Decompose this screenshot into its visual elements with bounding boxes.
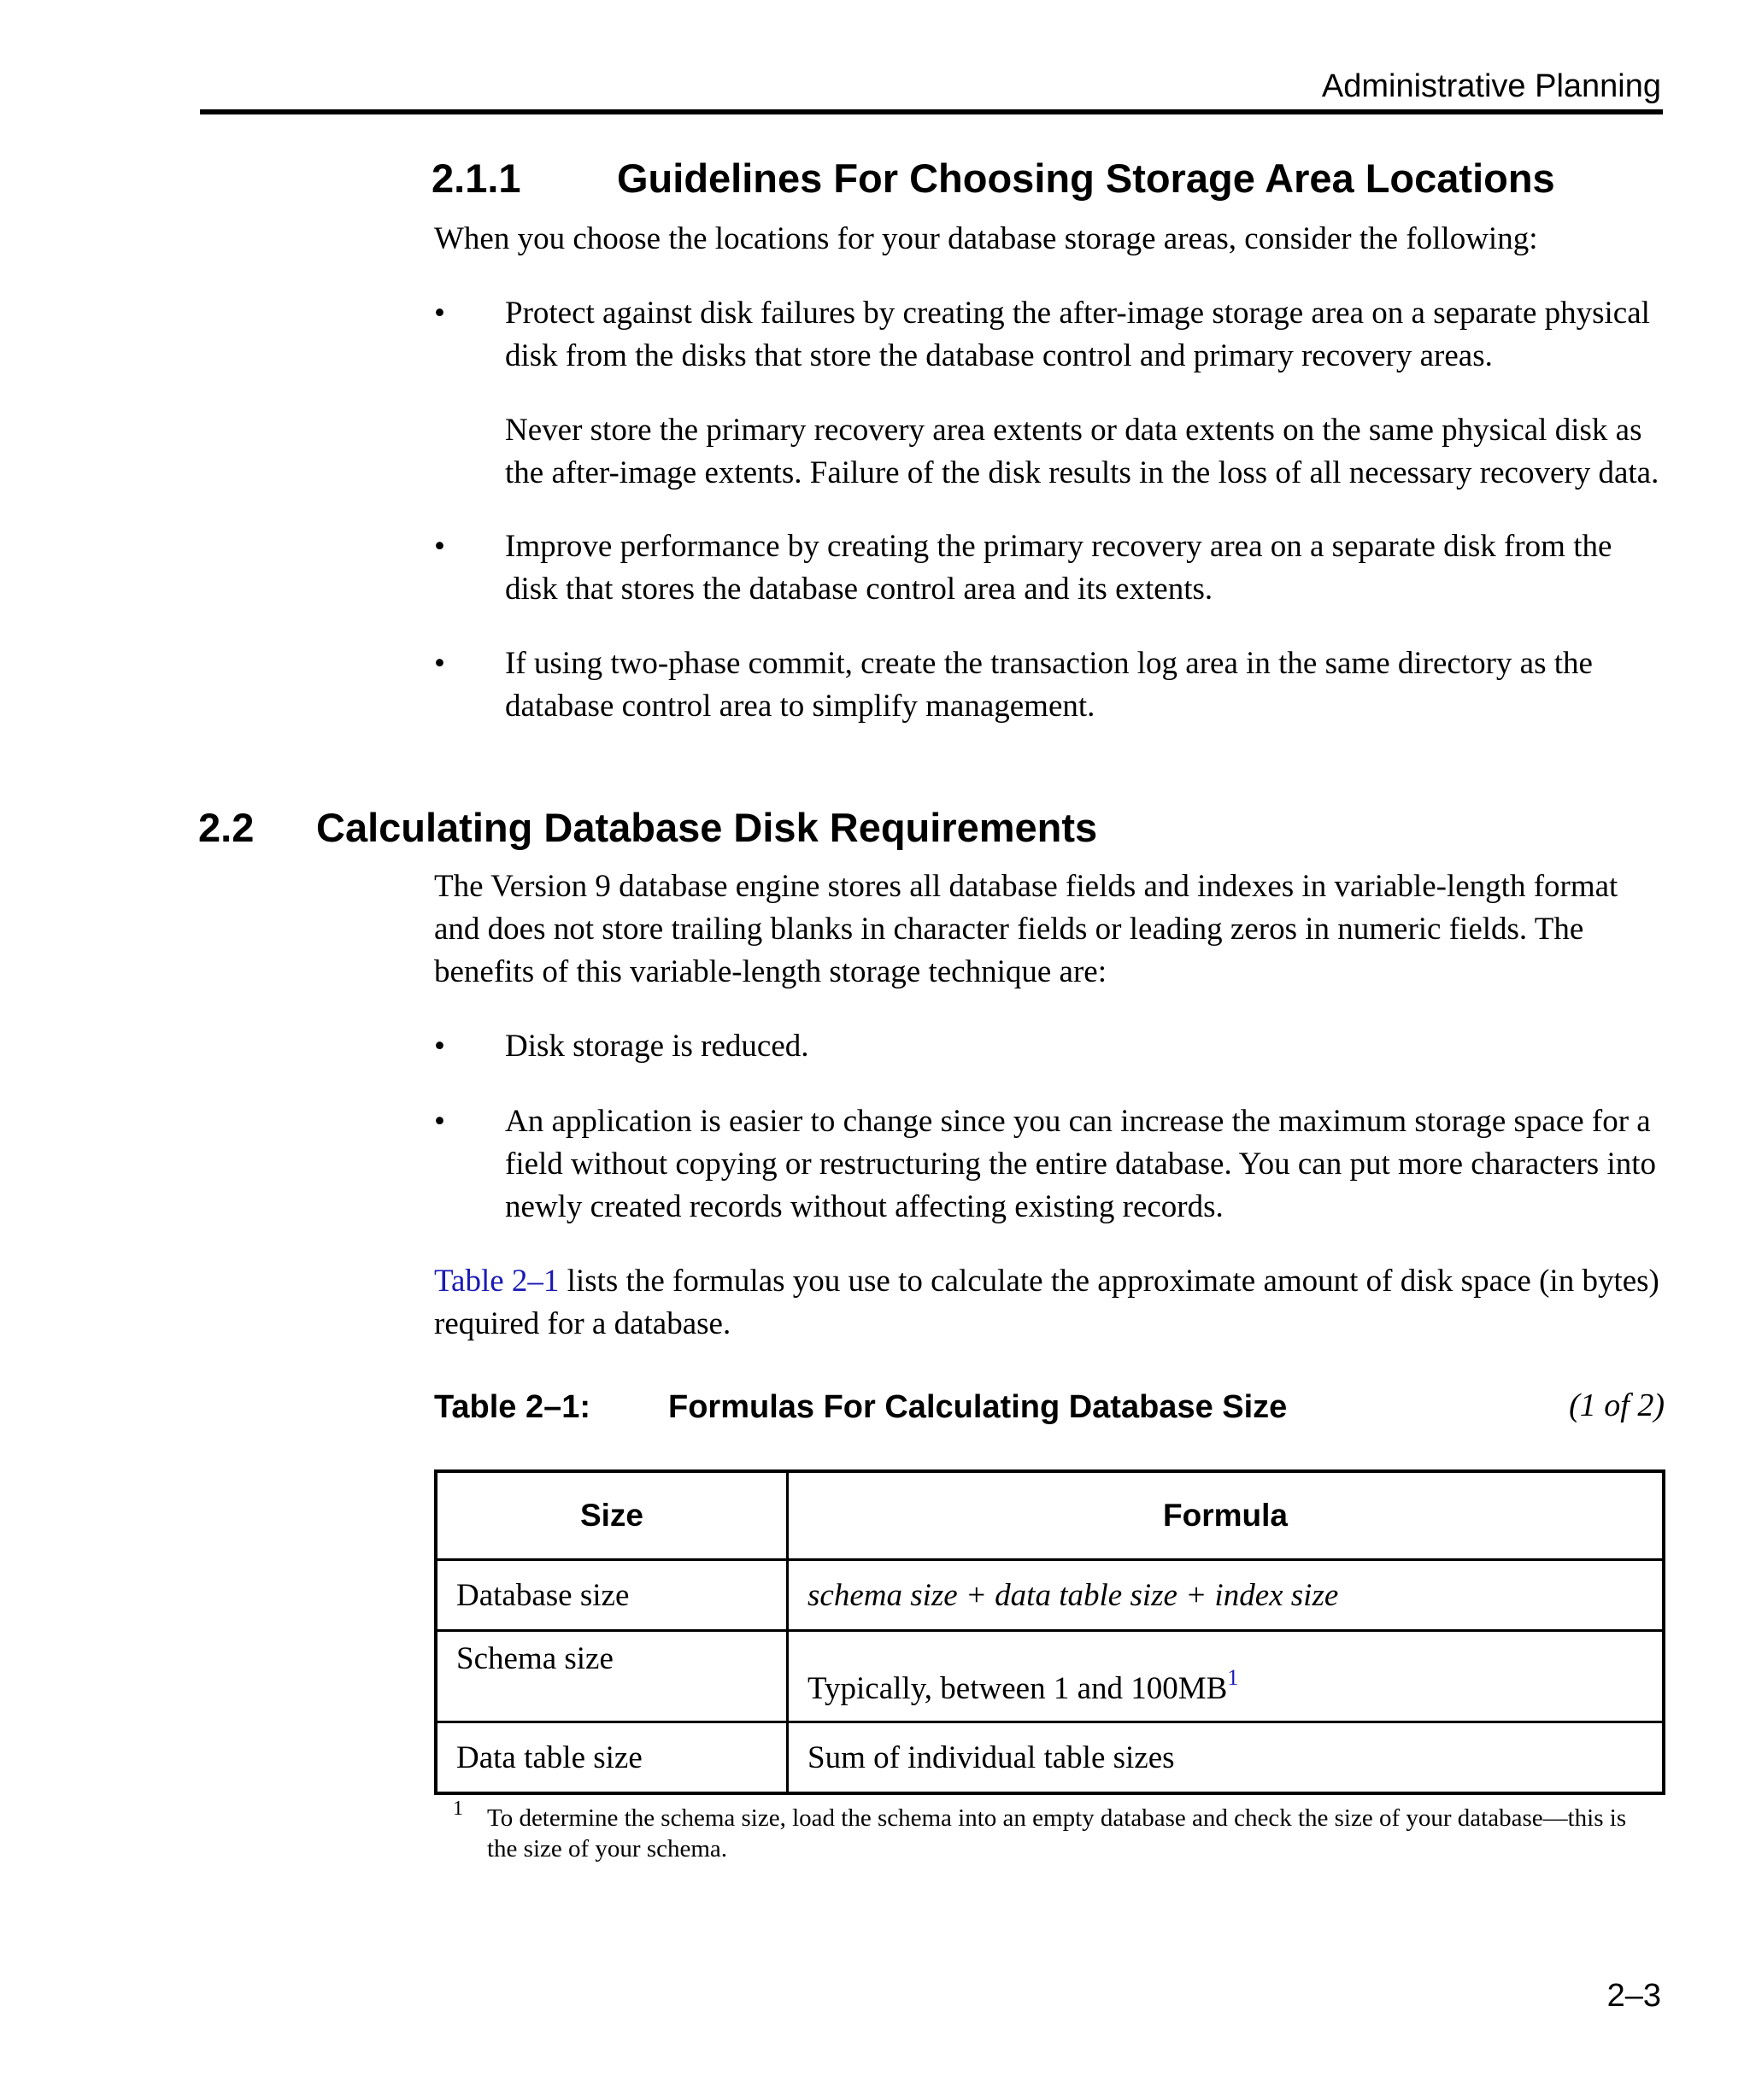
section-22-bullet-2: An application is easier to change since you can increase the maximum storage space for a field without copying or restructuring the entire database. You can put more characters into newly created records without affecting existing records. [505,1104,1657,1224]
bullet-marker: • [434,1029,445,1064]
section-211-bullet-1: Protect against disk failures by creating the after-image storage area on a separate physical disk from the disks that store the database control and primary recovery areas. [505,296,1650,373]
cell-formula-text: Typically, between 1 and 100MB [807,1671,1228,1706]
table-2-1-link[interactable]: Table 2–1 [434,1264,560,1299]
cell-size: Database size [436,1560,788,1631]
cell-size: Schema size [436,1631,788,1722]
section-211-title: Guidelines For Choosing Storage Area Locations [617,155,1555,201]
table-row [436,1631,1664,1722]
section-211-bullet-3: If using two-phase commit, create the transaction log area in the same directory as the database control area to simplify management. [505,646,1593,724]
cell-size: Data table size [436,1722,788,1794]
page-number: 2–3 [1606,1978,1661,2014]
section-211-intro: When you choose the locations for your database storage areas, consider the following: [434,221,1538,256]
cell-formula [788,1631,1665,1722]
section-211-number: 2.1.1 [432,155,521,201]
table-reference-paragraph [434,1260,1669,1346]
section-211-bullet-2: Improve performance by creating the primary recovery area on a separate disk from the disk that stores the database control area and its extents. [505,529,1612,607]
section-22-number: 2.2 [198,805,255,850]
section-22-bullet-1: Disk storage is reduced. [505,1029,809,1064]
bullet-marker: • [434,529,445,564]
section-22-title: Calculating Database Disk Requirements [316,805,1098,850]
bullet-marker: • [434,646,445,681]
table-title: Formulas For Calculating Database Size [668,1389,1288,1425]
table-header-row [436,1471,1664,1560]
footnote-marker: 1 [453,1798,463,1820]
table-reference-text: lists the formulas you use to calculate the approximate amount of disk space (in bytes) required for a database. [434,1264,1659,1341]
bullet-marker: • [434,296,445,331]
running-header-title: Administrative Planning [1321,68,1661,104]
table-page-indicator: (1 of 2) [1569,1387,1665,1423]
table-footnote: To determine the schema size, load the schema into an empty database and check the size of your database—this is the size of your schema. [487,1804,1627,1862]
cell-formula: Sum of individual table sizes [788,1722,1665,1794]
table-row [436,1560,1664,1631]
footnote-reference[interactable]: 1 [1227,1665,1239,1690]
bullet-marker: • [434,1104,445,1139]
section-211-bullet-1-note: Never store the primary recovery area extents or data extents on the same physical disk as the after-image extents. Failure of the disk results in the loss of all necessary recovery data. [505,413,1659,490]
header-rule [200,109,1663,114]
column-header-size: Size [436,1471,788,1560]
table-label: Table 2–1: [434,1389,591,1425]
column-header-formula: Formula [788,1471,1665,1560]
formulas-table [434,1469,1665,1795]
table-row [436,1722,1664,1794]
section-22-intro: The Version 9 database engine stores all database fields and indexes in variable-length format and does not store trailing blanks in character fields or leading zeros in numeric fields. The benefits of this variable-length storage technique are: [434,869,1618,989]
cell-formula: schema size + data table size + index size [788,1560,1665,1631]
